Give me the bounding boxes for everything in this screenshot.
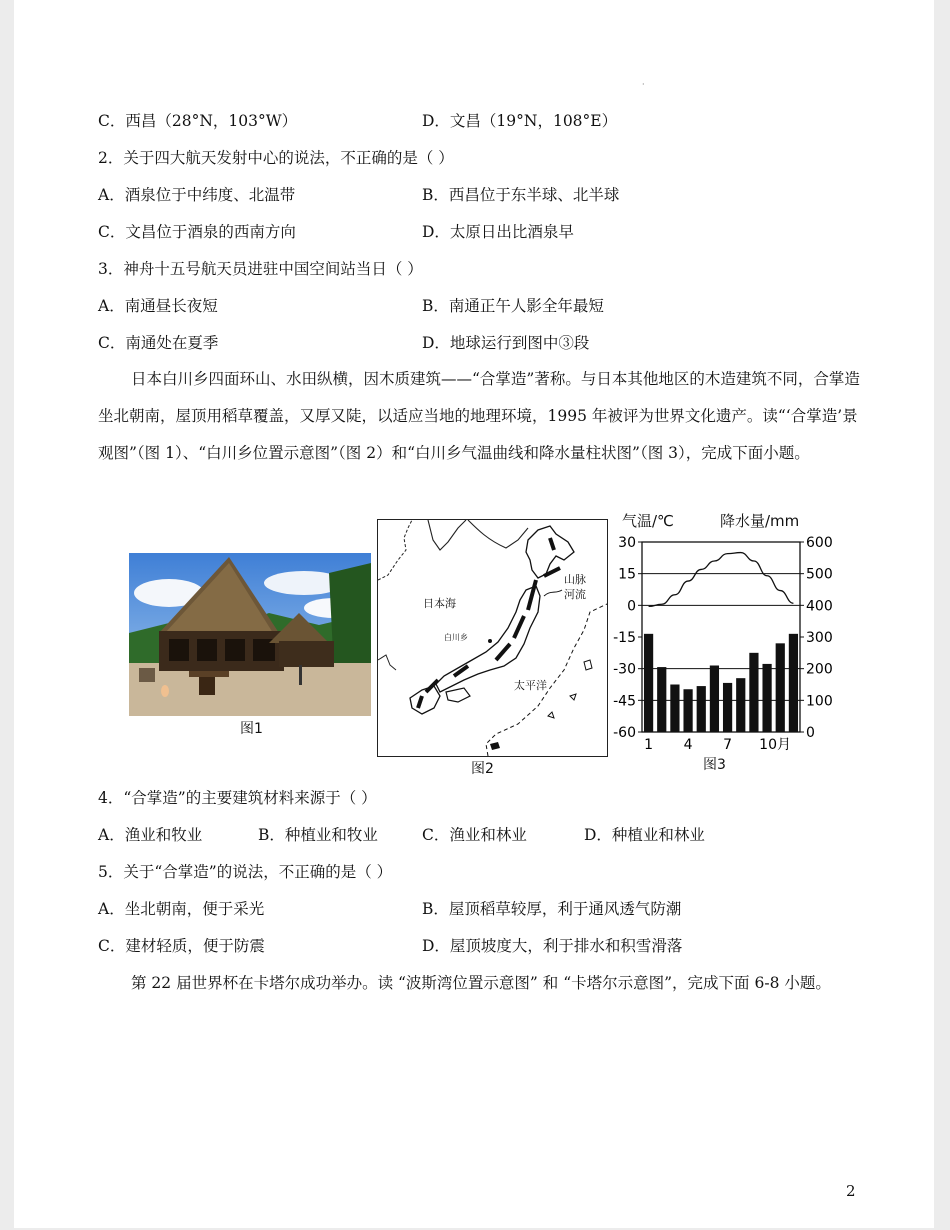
figure-1-caption: 图1 [240, 721, 263, 737]
river-legend-symbol [544, 590, 562, 596]
figure-3-caption: 图3 [703, 757, 726, 773]
japan-location-map [378, 520, 607, 756]
y2-tick-label: 500 [806, 566, 833, 583]
precipitation-bar [789, 634, 798, 732]
shirakawa-marker [488, 639, 492, 643]
y1-tick-label: 15 [618, 566, 636, 583]
label-shirakawa: 白川乡 [444, 633, 468, 642]
question-5-option-b: B．屋顶稻草较厚，利于通风透气防潮 [422, 900, 682, 918]
x-tick-label: 1 [644, 737, 654, 753]
temperature-curve [649, 553, 794, 607]
precipitation-bar [683, 689, 692, 732]
y1-tick-label: 30 [618, 535, 636, 551]
question-5-option-a: A．坐北朝南，便于采光 [98, 900, 265, 918]
question-3-option-b: B．南通正午人影全年最短 [422, 297, 604, 315]
precipitation-bar [736, 678, 745, 732]
figure-3-climate-chart [606, 508, 833, 768]
legend-river-label: 河流 [564, 588, 586, 601]
precipitation-bar [776, 643, 785, 732]
figure-2-caption: 图2 [471, 761, 494, 777]
y2-tick-label: 400 [806, 598, 833, 615]
figure-1-photo [129, 553, 371, 716]
y2-tick-label: 100 [806, 693, 833, 710]
climate-chart-svg [606, 534, 833, 764]
question-5-option-d: D．屋顶坡度大，利于排水和积雪滑落 [422, 937, 683, 955]
gassho-house-illustration [129, 553, 371, 716]
y1-tick-label: 0 [627, 598, 636, 615]
legend-mountain-label: 山脉 [564, 573, 586, 586]
label-pacific-ocean: 太平洋 [514, 679, 547, 692]
question-3-option-c: C．南通处在夏季 [98, 334, 219, 352]
question-3-stem: 3．神舟十五号航天员进驻中国空间站当日（ ） [98, 260, 423, 278]
y1-tick-label: -30 [613, 661, 636, 678]
passage-qatar-text: 第 22 届世界杯在卡塔尔成功举办。读 “波斯湾位置示意图” 和 “卡塔尔示意图”，完成下面 6-8 小题。 [131, 974, 831, 992]
y1-tick-label: -60 [613, 725, 636, 741]
figure-2-map [377, 519, 608, 757]
option-c-xichang: C．西昌（28°N，103°W） [98, 112, 298, 130]
question-3-option-a: A．南通昼长夜短 [98, 297, 218, 315]
passage-shirakawa [98, 361, 868, 472]
x-tick-label: 7 [723, 737, 733, 753]
question-2-option-a: A．酒泉位于中纬度、北温带 [98, 186, 296, 204]
question-2-option-d: D．太原日出比酒泉早 [422, 223, 574, 241]
y1-tick-label: -15 [613, 630, 636, 646]
x-tick-label: 4 [683, 737, 693, 753]
precipitation-bar [657, 667, 666, 732]
question-4-option-a: A．渔业和牧业 [98, 826, 203, 844]
passage-shirakawa-text: 日本白川乡四面环山、水田纵横，因木质建筑——“合掌造”著称。与日本其他地区的木造建筑不同，合掌造坐北朝南，屋顶用稻草覆盖，又厚又陡，以适应当地的地理环境，1995 年被评为世界文化遗产。读“‘合掌造’景观图”（图 1）、“白川乡位置示意图”（图 2）和“白川乡气温曲线和降水量柱状图”（图 3），完成下面小题。 [98, 370, 860, 462]
question-4-stem: 4．“合掌造”的主要建筑材料来源于（ ） [98, 789, 377, 807]
precipitation-bar [762, 664, 771, 732]
precipitation-bar [670, 685, 679, 733]
question-2-option-b: B．西昌位于东半球、北半球 [422, 186, 620, 204]
precipitation-bar [749, 653, 758, 732]
passage-qatar [98, 965, 868, 1002]
question-4-option-d: D．种植业和林业 [584, 826, 705, 844]
precipitation-bar [710, 666, 719, 733]
precipitation-bar [723, 683, 732, 732]
question-5-option-c: C．建材轻质，便于防震 [98, 937, 265, 955]
option-d-wenchang: D．文昌（19°N，108°E） [422, 112, 618, 130]
question-5-stem: 5．关于“合掌造”的说法，不正确的是（ ） [98, 863, 393, 881]
question-2-option-c: C．文昌位于酒泉的西南方向 [98, 223, 296, 241]
page-number: 2 [846, 1182, 856, 1200]
exam-page: · C．西昌（28°N，103°W） D．文昌（19°N，108°E） 2．关于四大航天发射中心的说法，不正确的是（ ） A．酒泉位于中纬度、北温带 B．西昌位于东半球、北半球 C．文昌位于酒泉的西南方向 D．太原日出比酒泉早 3．神舟十五号航天员进驻中国空间站当日（ ） A．南通昼长夜短 B．南通正午人影全年最短 C．南通处在夏季 D．地球运行到图中③段 日本白川乡四面环山、水田纵横，因木质建筑——“合掌造”著称。与日本其他地区的木造建筑不同，合掌造坐北朝南，屋顶用稻草覆盖，又厚又陡，以适应当地的地理环境，1995 年被评为世界文化遗产。读“‘合掌造’景观图”（图 1）、“白川乡位置示意图”（图 2）和“白川乡气温曲线和降水量柱状图”（图 3），完成下面小题。 图1 日本海 太平洋 白川乡 山脉 河流 图2 气温/℃ 降水量/mm 30 15 0 -15 -30 -45 -60 600 500 400 300 200 100 0 1 4 7 10月 图3 4．“合掌造”的主要建筑材料来源于（ ） A．渔业和牧业 B．种植业和牧业 C．渔业和林业 D．种植业和林业 5．关于“合掌造”的说法，不正确的是（ ） A．坐北朝南，便于采光 B．屋顶稻草较厚，利于通风透气防潮 C．建材轻质，便于防震 D．屋顶坡度大，利于排水和积雪滑落 第 22 届世界杯在卡塔尔成功举办。读 “波斯湾位置示意图” 和 “卡塔尔示意图”，完成下面 6-8 小题。 2 [14, 0, 934, 1228]
question-4-option-b: B．种植业和牧业 [258, 826, 378, 844]
y1-tick-label: -45 [613, 693, 636, 710]
y2-axis-label: 降水量/mm [720, 512, 800, 530]
precipitation-bar [644, 634, 653, 732]
y2-tick-label: 200 [806, 661, 833, 678]
question-3-option-d: D．地球运行到图中③段 [422, 334, 590, 352]
y2-tick-label: 0 [806, 725, 815, 741]
label-sea-of-japan: 日本海 [423, 597, 456, 610]
y2-tick-label: 300 [806, 630, 833, 646]
precipitation-bar [697, 686, 706, 732]
question-2-stem: 2．关于四大航天发射中心的说法，不正确的是（ ） [98, 149, 454, 167]
x-tick-label: 10月 [759, 737, 791, 753]
question-4-option-c: C．渔业和林业 [422, 826, 527, 844]
y2-tick-label: 600 [806, 535, 833, 551]
y1-axis-label: 气温/℃ [622, 512, 674, 530]
